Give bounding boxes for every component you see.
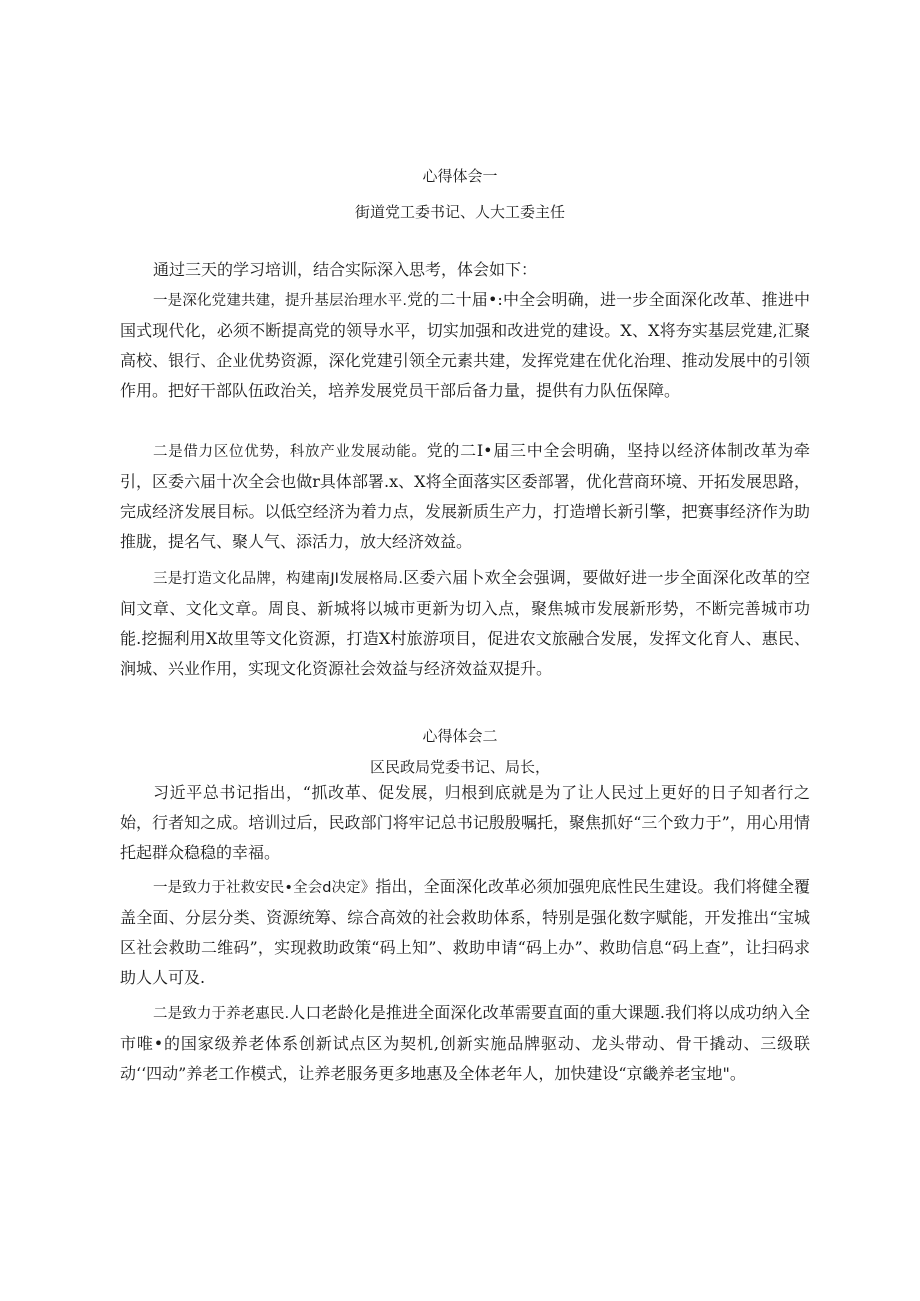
- section2-title: 心得体会二: [422, 727, 498, 745]
- section2-subtitle: 区民政局党委书记、局长，: [369, 758, 550, 776]
- section1-point-3-lead: 三是打造文化品牌，构建南JI发展格局.: [153, 571, 403, 587]
- section1-point-3-text: 区委六届卜欢全会强调，要做好进一步全面深化改革的空间文章、文化文章。周良、新城将以城市更新为切入点，聚焦城市发展新形势，不断完善城市功能.挖掘利用X故里等文化资源，打造X村旅游项目，促进农文旅融合发展，发挥文化育人、惠民、涧城、兴业作用，实现文化资源社会效益与经济效益双提升。: [120, 568, 810, 678]
- section1-point-2-lead: 二是借力区位优势，科放产业发展动能。: [153, 444, 427, 460]
- section1-point-1-text: 党的二十届•:中全会明确，进一步全面深化改革、推进中国式现代化，必须不断提高党的领导水平，切实加强和改进党的建设。X、X将夯实基层党建,汇聚高校、银行、企业优势资源，深化党建引领全元素共建，发挥党建在优化治理、推动发展中的引领作用。把好干部队伍政治关，培养发展党员干部后备力量，提供有力队伍保障。: [120, 290, 810, 400]
- section1-title: 心得体会一: [422, 167, 498, 185]
- section2-point-1: [120, 872, 810, 993]
- section2-point-2-lead: 二是致力于养老惠民.: [153, 1006, 290, 1022]
- section2-point-1-lead: 一是致力于社救安民•全会d决定》: [153, 880, 376, 896]
- section2-point-1-text: 指出，全面深化改革必须加强兜底性民生建设。我们将健全覆盖全面、分层分类、资源统筹、综合高效的社会救助体系，特别是强化数字赋能，开发推出“宝城区社会救助二维码”，实现救助政策“码上知”、救助申请“码上办”、救助信息“码上查”，让扫码求助人人可及.: [120, 877, 810, 987]
- section1-point-2-text: 党的二I•届三中全会明确，坚持以经济体制改革为牵引，区委六届十次全会也做r具体部署.x、X将全面落实区委部署，优化营商环境、开拓发展思路，完成经济发展目标。以低空经济为着力点，发展新质生产力，打造增长新引擎，把赛事经济作为助推胧，提名气、聚人气、添活力，放大经济效益。: [120, 441, 811, 551]
- section1-point-2: [120, 436, 810, 557]
- section1-point-3: [120, 563, 810, 684]
- section2-point-2: [120, 998, 810, 1089]
- section2-point-2-text: 人口老龄化是推进全面深化改革需要直面的重大课题.我们将以成功纳入全市唯•的国家级养老体系创新试点区为契机,创新实施品牌驱动、龙头带动、骨干撬动、三级联动‘‘四动”养老工作模式，让养老服务更多地惠及全体老年人，加快建设“京畿养老宝地"。: [120, 1003, 810, 1083]
- section1-intro: 通过三天的学习培训，结合实际深入思考，体会如下：: [153, 260, 538, 279]
- section1-point-1: [120, 285, 810, 406]
- section1-subtitle: 街道党工委书记、人大工委主任: [354, 203, 565, 221]
- section1-point-1-lead: 一是深化党建共建，提升基层治理水平.: [153, 293, 407, 309]
- section2-intro: 习近平总书记指出，“抓改革、促发展，归根到底就是为了让人民过上更好的日子知者行之始，行者知之成。培训过后，民政部门将牢记总书记殷殷嘱托，聚焦抓好“三个致力于”，用心用情托起群众稳稳的幸福。: [120, 783, 810, 862]
